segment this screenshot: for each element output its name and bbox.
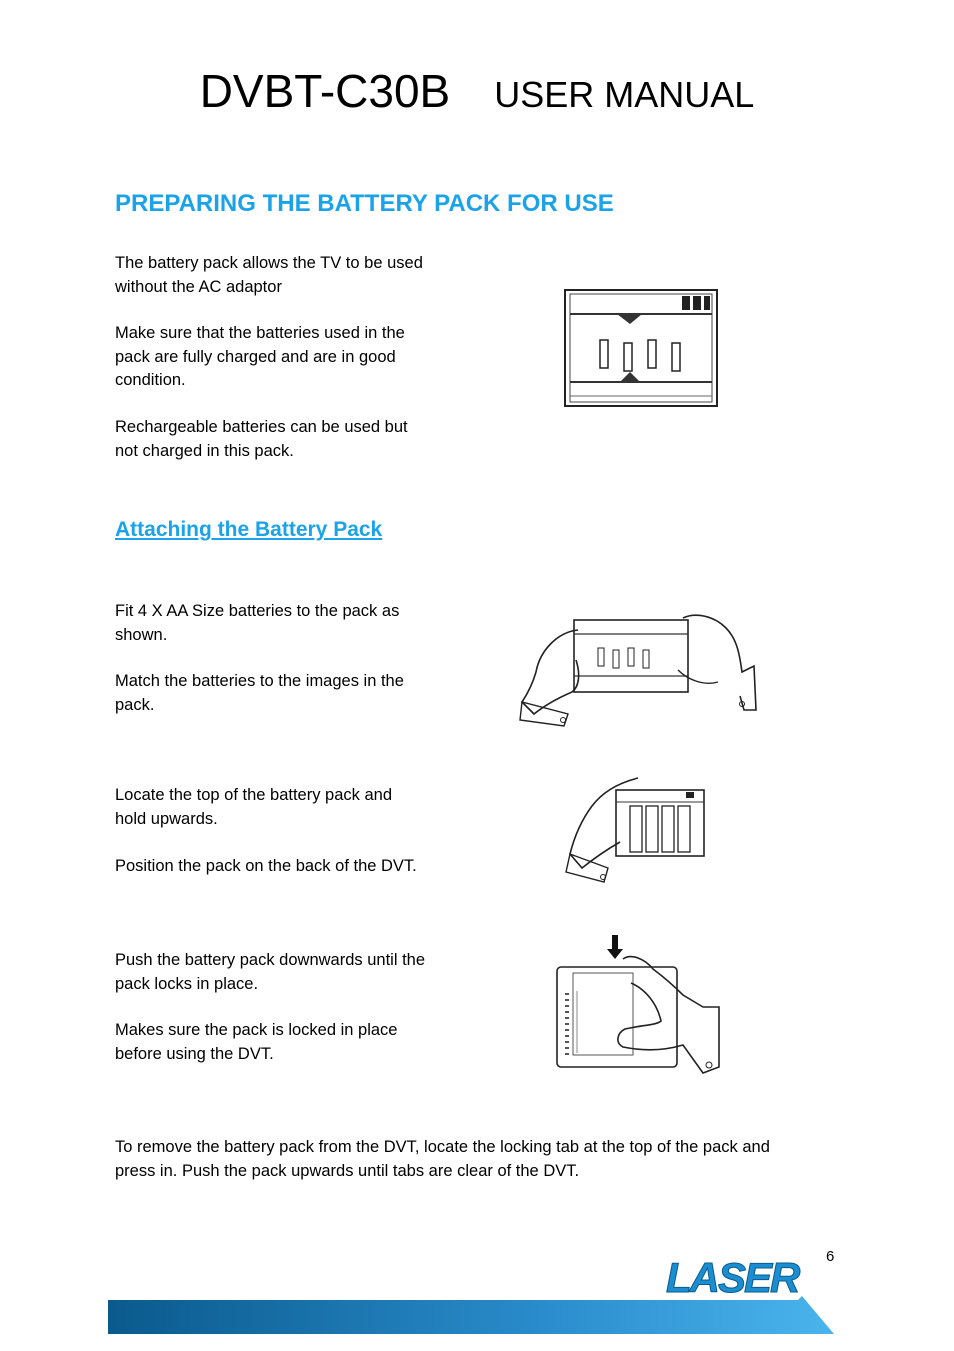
text-line: Position the pack on the back of the DVT. (115, 857, 417, 875)
removal-paragraph (115, 1136, 770, 1183)
step-1-text-a (115, 600, 399, 647)
model-name: DVBT-C30B (199, 65, 451, 117)
subsection-heading: Attaching the Battery Pack (115, 518, 383, 541)
text-line: not charged in this pack. (115, 441, 294, 460)
text-line: shown. (115, 625, 168, 644)
text-line: hold upwards. (115, 809, 218, 828)
text-line: pack locks in place. (115, 974, 259, 993)
text-line: before using the DVT. (115, 1044, 274, 1063)
footer-bar (108, 1296, 836, 1336)
text-line: pack. (115, 695, 155, 714)
logo-wordmark: LASER (666, 1254, 799, 1301)
text-line: The battery pack allows the TV to be used (115, 254, 423, 272)
text-line: Make sure that the batteries used in the (115, 324, 405, 342)
text-line: Makes sure the pack is locked in place (115, 1021, 398, 1039)
intro-paragraph-3 (115, 416, 408, 463)
step-1-text-b (115, 670, 404, 717)
page-number: 6 (826, 1248, 835, 1265)
section-heading: PREPARING THE BATTERY PACK FOR USE (115, 190, 614, 217)
fit-batteries-illustration (518, 610, 760, 728)
laser-logo (664, 1254, 812, 1300)
step-3-text-a (115, 949, 425, 996)
step-2-text-a (115, 784, 392, 831)
text-line: condition. (115, 371, 186, 389)
text-line: To remove the battery pack from the DVT, locate the locking tab at the top of the pack and (115, 1138, 770, 1156)
text-line: Fit 4 X AA Size batteries to the pack as (115, 602, 400, 620)
text-line: Push the battery pack downwards until the (115, 951, 426, 969)
text-line: press in. Push the pack upwards until tabs are clear of the DVT. (115, 1161, 580, 1180)
text-line: Match the batteries to the images in the (115, 672, 404, 690)
text-line: Locate the top of the battery pack and (115, 786, 393, 804)
document-title (0, 64, 954, 118)
text-line: without the AC adaptor (115, 277, 282, 296)
intro-paragraph-1 (115, 252, 423, 299)
hold-pack-illustration (562, 776, 708, 886)
step-3-text-b (115, 1019, 397, 1066)
intro-paragraph-2 (115, 322, 405, 393)
text-line: pack are fully charged and are in good (115, 347, 396, 366)
battery-pack-illustration (562, 288, 722, 410)
push-pack-illustration (553, 933, 725, 1079)
step-2-text-b (115, 855, 417, 879)
text-line: Rechargeable batteries can be used but (115, 418, 408, 436)
manual-label: USER MANUAL (494, 74, 755, 115)
